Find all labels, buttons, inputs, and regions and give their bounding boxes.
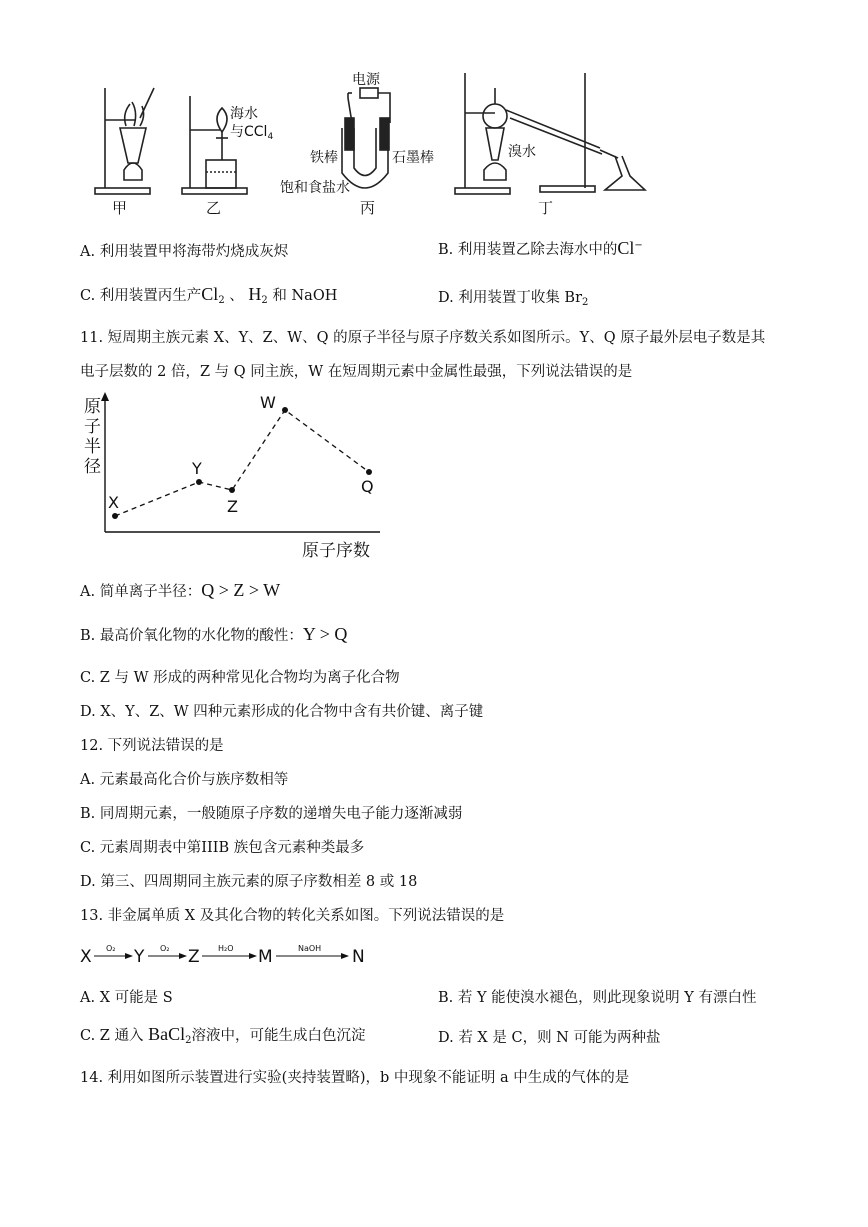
chain-x: X (80, 947, 92, 967)
series-line (115, 410, 369, 516)
q11-option-a: A. 简单离子半径：Q > Z > W (80, 580, 281, 600)
conversion-chain (80, 938, 390, 970)
y-label-2: 子 (84, 417, 101, 437)
q12-option-b: B. 同周期元素，一般随原子序数的递增失电子能力逐渐减弱 (80, 806, 463, 822)
q13-option-a: A. X 可能是 S (80, 990, 173, 1006)
y-label-4: 径 (84, 457, 101, 477)
label-y: Y (192, 459, 202, 478)
point-q (366, 469, 372, 475)
q13-option-b: B. 若 Y 能使溴水褪色，则此现象说明 Y 有漂白性 (438, 990, 757, 1006)
q11-stem-line2: 电子层数的 2 倍，Z 与 Q 同主族，W 在短周期元素中金属性最强，下列说法错误的是 (80, 364, 633, 380)
label-power: 电源 (352, 72, 380, 88)
q14-stem: 14. 利用如图所示装置进行实验(夹持装置略)，b 中现象不能证明 a 中生成的气体的是 (80, 1070, 630, 1086)
q12-option-a: A. 元素最高化合价与族序数相等 (80, 772, 289, 788)
point-w (282, 407, 288, 413)
arrow-2-label: O₂ (160, 944, 170, 953)
y-label-3: 半 (84, 437, 101, 457)
chain-n: N (352, 947, 365, 967)
apparatus-bing (342, 88, 390, 188)
point-y (196, 479, 202, 485)
label-x: X (108, 493, 119, 512)
point-z (229, 487, 235, 493)
caption-bing: 丙 (360, 199, 376, 217)
radius-chart (80, 392, 400, 564)
caption-yi: 乙 (206, 199, 222, 217)
label-q: Q (361, 477, 374, 496)
label-iron-rod: 铁棒 (310, 150, 338, 166)
apparatus-jia (95, 88, 154, 194)
label-graphite-rod: 石墨棒 (392, 150, 434, 166)
q10-option-a: A. 利用装置甲将海带灼烧成灰烬 (80, 244, 289, 260)
arrow-4-label: NaOH (298, 944, 322, 953)
label-bromine-water: 溴水 (508, 144, 536, 160)
q11-stem-line1: 11. 短周期主族元素 X、Y、Z、W、Q 的原子半径与原子序数关系如图所示。Y、Q 原子最外层电子数是其 (80, 330, 766, 346)
apparatus-figure (90, 68, 670, 218)
x-label: 原子序数 (302, 541, 370, 561)
caption-jia: 甲 (112, 199, 128, 217)
q10-option-d: D. 利用装置丁收集 $Br_2$ (438, 290, 589, 308)
label-w: W (260, 393, 276, 412)
y-label-1: 原 (84, 397, 101, 417)
q13-option-c: C. Z 通入 BaCl$_2$溶液中，可能生成白色沉淀 (80, 1024, 366, 1046)
label-ccl4: 与CCl$_4$ (230, 124, 274, 142)
caption-ding: 丁 (538, 199, 554, 217)
q12-stem: 12. 下列说法错误的是 (80, 738, 224, 754)
q12-option-c: C. 元素周期表中第IIIB 族包含元素种类最多 (80, 840, 365, 856)
label-brine: 饱和食盐水 (280, 180, 350, 196)
q11-option-d: D. X、Y、Z、W 四种元素形成的化合物中含有共价键、离子键 (80, 704, 484, 720)
point-x (112, 513, 118, 519)
chain-y: Y (134, 947, 145, 967)
q12-option-d: D. 第三、四周期同主族元素的原子序数相差 8 或 18 (80, 874, 418, 890)
apparatus-ding (455, 73, 645, 194)
q13-stem: 13. 非金属单质 X 及其化合物的转化关系如图。下列说法错误的是 (80, 908, 505, 924)
label-seawater: 海水 (230, 106, 258, 122)
arrow-1-label: O₂ (106, 944, 116, 953)
q10-option-b: B. 利用装置乙除去海水中的Cl− (438, 238, 643, 258)
q10-option-c: C. 利用装置丙生产$Cl_2$ 、 $H_2$ 和 NaOH (80, 284, 338, 306)
label-z: Z (227, 497, 238, 516)
chain-m: M (258, 947, 273, 967)
y-axis-arrow (101, 392, 109, 401)
chain-z: Z (188, 947, 200, 967)
q13-option-d: D. 若 X 是 C，则 N 可能为两种盐 (438, 1030, 661, 1046)
q11-option-b: B. 最高价氧化物的水化物的酸性：Y > Q (80, 624, 348, 644)
q11-option-c: C. Z 与 W 形成的两种常见化合物均为离子化合物 (80, 670, 400, 686)
arrow-3-label: H₂O (218, 944, 234, 953)
